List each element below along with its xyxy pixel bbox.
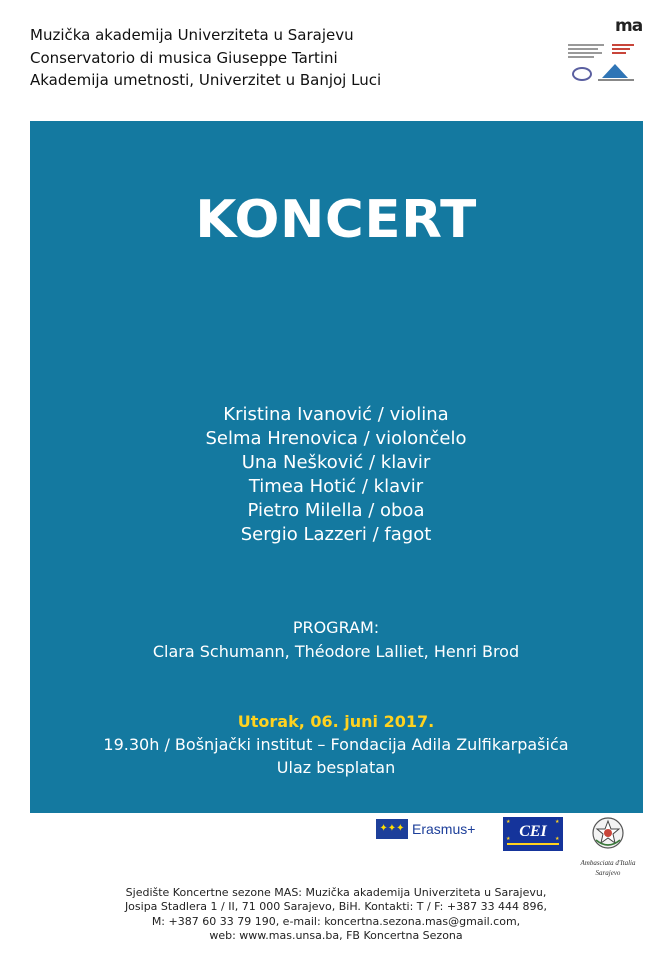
event-date: Utorak, 06. juni 2017.	[237, 712, 435, 731]
footer-line: web: www.mas.unsa.ba, FB Koncertna Sezona	[209, 928, 463, 942]
performer-item: Selma Hrenovica / violončelo	[205, 428, 467, 449]
concert-title: KONCERT	[195, 190, 477, 250]
institution-line: Muzička akademija Univerziteta u Sarajevu	[30, 26, 354, 44]
event-venue: 19.30h / Bošnjački institut – Fondacija Adila Zulfikarpašića	[103, 735, 569, 754]
embassy-caption: Ambasciata d'Italia Sarajevo	[580, 859, 636, 877]
cei-underline	[507, 843, 559, 845]
program-composers: Clara Schumann, Théodore Lalliet, Henri Brod	[152, 642, 520, 661]
event-entry: Ulaz besplatan	[276, 758, 396, 777]
institution-line: Akademija umetnosti, Univerzitet u Banjoj Luci	[30, 71, 382, 89]
erasmus-logo	[376, 819, 486, 839]
cei-logo: ★ ★ ★ ★ CEI	[503, 817, 563, 851]
partner-logo-strip	[566, 42, 638, 62]
institution-line: Conservatorio di musica Giuseppe Tartini	[30, 48, 338, 67]
eu-flag-icon: ✦✦✦	[376, 819, 408, 839]
footer-line: Sjedište Koncertne sezone MAS: Muzička akademija Univerziteta u Sarajevu,	[125, 886, 547, 899]
cei-label: CEI	[519, 823, 547, 840]
university-seal-icon	[572, 67, 592, 81]
performer-item: Sergio Lazzeri / fagot	[240, 524, 432, 545]
institution-list	[30, 24, 381, 92]
performer-list	[0, 403, 672, 547]
performer-item: Kristina Ivanović / violina	[223, 404, 449, 425]
footer-contact	[0, 886, 672, 943]
arts-academy-logo-icon	[602, 64, 628, 78]
music-academy-logo: ma	[615, 16, 643, 36]
arts-academy-logo-caption	[598, 79, 634, 81]
performer-item: Timea Hotić / klavir	[248, 476, 424, 497]
program-label: PROGRAM:	[292, 618, 380, 637]
performer-item: Pietro Milella / oboa	[247, 500, 425, 521]
erasmus-label: Erasmus+	[412, 821, 476, 837]
footer-line: Josipa Stadlera 1 / II, 71 000 Sarajevo, BiH. Kontakti: T / F: +387 33 444 896,	[124, 900, 548, 914]
footer-line: M: +387 60 33 79 190, e-mail: koncertna.sezona.mas@gmail.com,	[151, 914, 521, 928]
italian-emblem-icon	[591, 816, 625, 850]
performer-item: Una Nešković / klavir	[241, 452, 431, 473]
